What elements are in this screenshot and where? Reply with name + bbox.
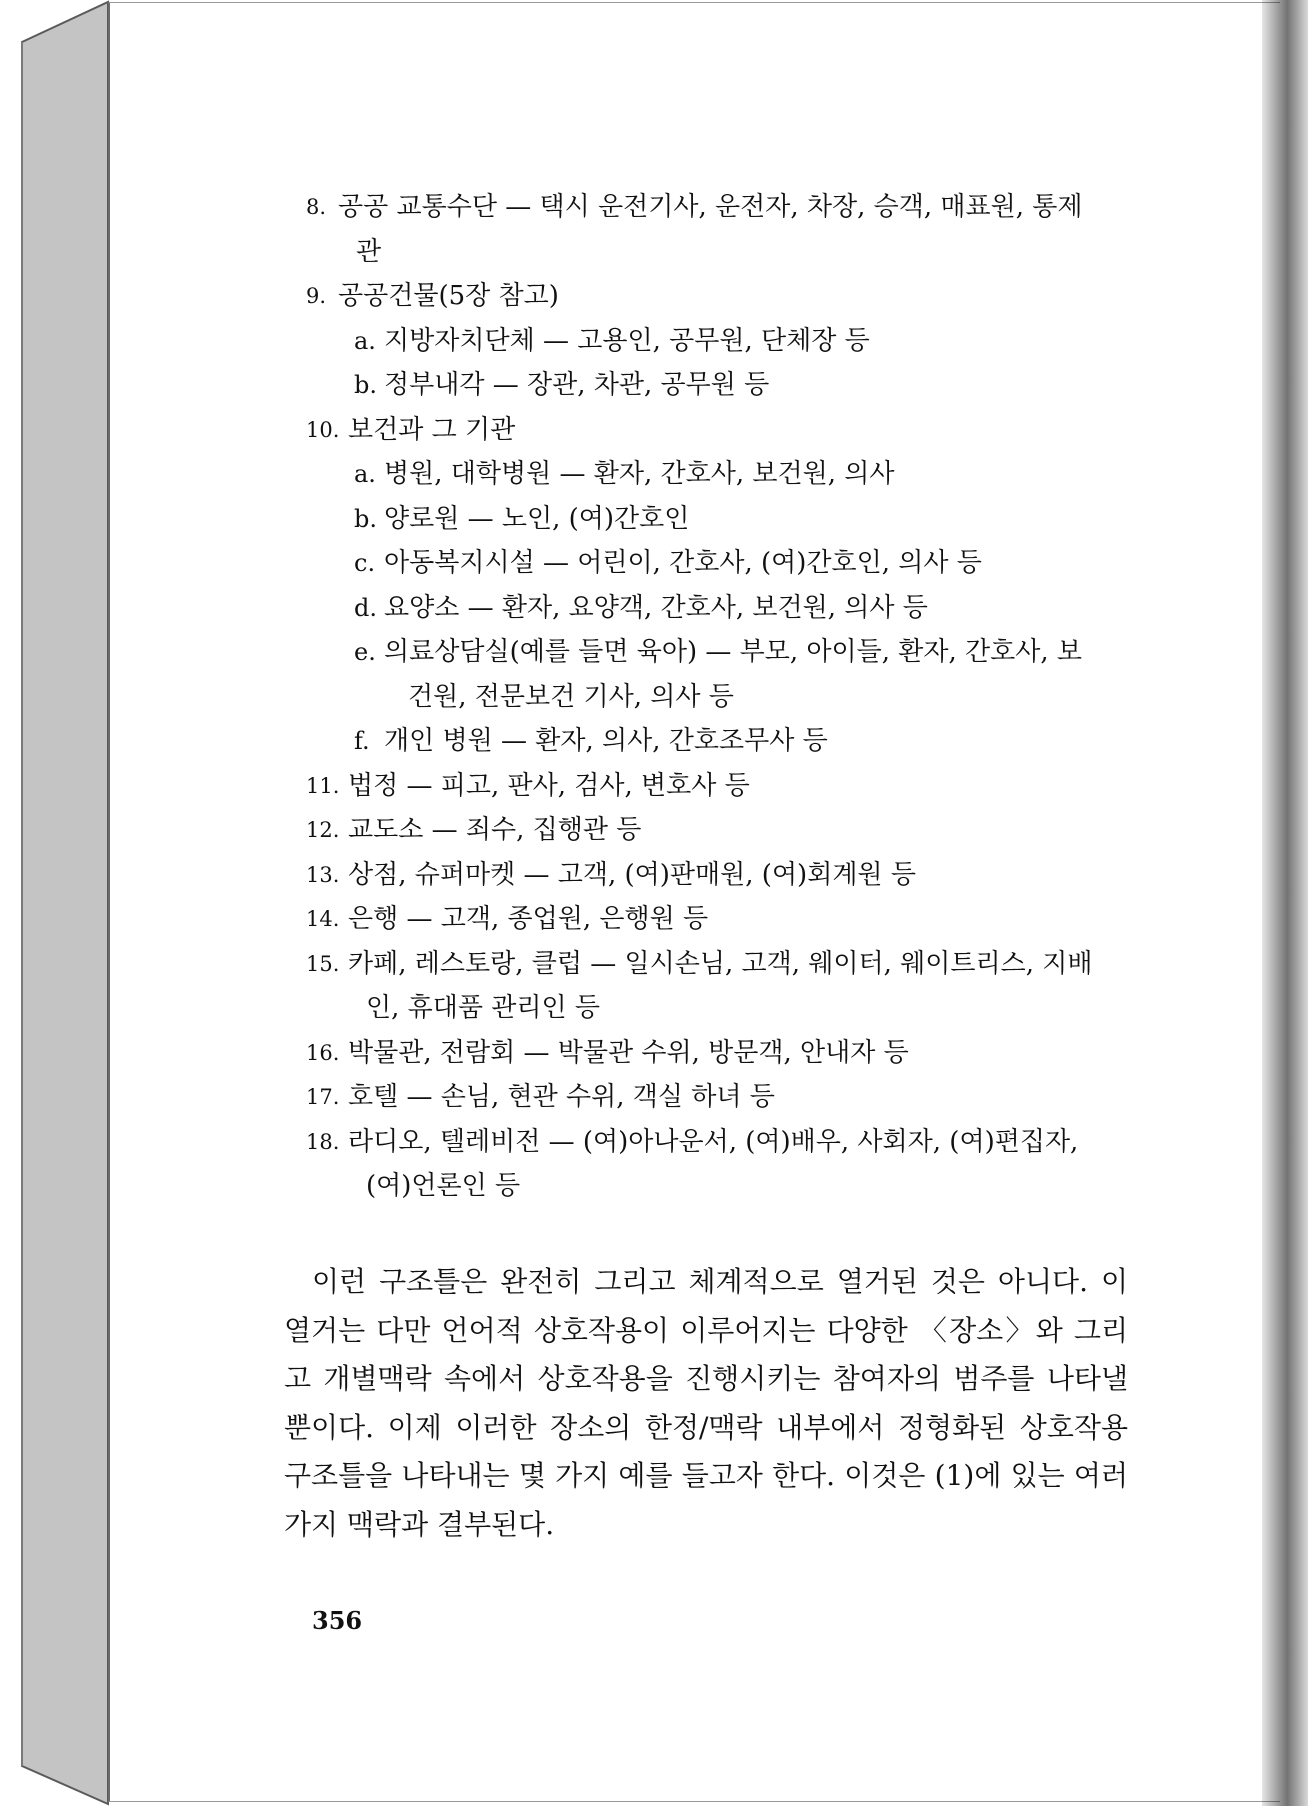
list-item bbox=[306, 853, 1130, 898]
list-item-text: 의료상담실(예를 들면 육아) — 부모, 아이들, 환자, 간호사, 보 bbox=[384, 637, 1083, 667]
list-item-number: 14. bbox=[306, 907, 340, 931]
list-item-text: 요양소 — 환자, 요양객, 간호사, 보건원, 의사 등 bbox=[384, 592, 928, 623]
list-item-number: 12. bbox=[306, 818, 340, 842]
list-item-text: 정부내각 — 장관, 차관, 공무원 등 bbox=[384, 370, 770, 400]
list-item-number: 16. bbox=[306, 1040, 340, 1065]
list-item-text: 상점, 슈퍼마켓 — 고객, (여)판매원, (여)회계원 등 bbox=[348, 859, 916, 890]
list-item-continuation: 건원, 전문보건 기사, 의사 등 bbox=[408, 681, 734, 712]
list-item-number: 10. bbox=[306, 417, 340, 442]
list-item bbox=[306, 541, 1130, 586]
list-item-number: d. bbox=[354, 593, 377, 622]
list-item-text: 개인 병원 — 환자, 의사, 간호조무사 등 bbox=[384, 726, 828, 756]
list-item-number: c. bbox=[354, 549, 376, 577]
list-item bbox=[306, 1075, 1130, 1120]
list-item bbox=[306, 808, 1130, 853]
list-item-number: b. bbox=[354, 504, 377, 533]
list-item-number: 8. bbox=[306, 195, 327, 219]
context-list bbox=[306, 185, 1130, 1209]
list-item bbox=[306, 185, 1130, 274]
book-spine bbox=[0, 0, 112, 1806]
list-item bbox=[306, 1120, 1130, 1209]
list-item-text: 라디오, 텔레비전 — (여)아나운서, (여)배우, 사회자, (여)편집자, bbox=[348, 1126, 1079, 1157]
list-item-continuation: (여)언론인 등 bbox=[366, 1171, 521, 1201]
list-item-number: a. bbox=[354, 460, 376, 488]
list-item-text: 공공 교통수단 — 택시 운전기사, 운전자, 차장, 승객, 매표원, 통제 bbox=[338, 192, 1083, 222]
list-item-number: e. bbox=[354, 638, 376, 666]
list-item-text: 아동복지시설 — 어린이, 간호사, (여)간호인, 의사 등 bbox=[384, 548, 982, 578]
list-item bbox=[306, 497, 1130, 542]
list-item-text: 지방자치단체 — 고용인, 공무원, 단체장 등 bbox=[384, 325, 870, 356]
list-item-text: 교도소 — 죄수, 집행관 등 bbox=[348, 815, 642, 845]
list-item-number: 9. bbox=[306, 284, 327, 308]
page-number: 356 bbox=[312, 1606, 363, 1635]
list-item-text: 은행 — 고객, 종업원, 은행원 등 bbox=[348, 904, 709, 934]
list-item-text: 박물관, 전람회 — 박물관 수위, 방문객, 안내자 등 bbox=[348, 1037, 909, 1068]
list-item-text: 카페, 레스토랑, 클럽 — 일시손님, 고객, 웨이터, 웨이트리스, 지배 bbox=[348, 948, 1093, 979]
list-item-number: b. bbox=[354, 371, 377, 399]
list-item bbox=[306, 764, 1130, 809]
list-item-continuation: 인, 휴대품 관리인 등 bbox=[366, 993, 600, 1023]
list-item-number: 11. bbox=[306, 773, 340, 798]
list-item bbox=[306, 942, 1130, 1031]
list-item-number: 15. bbox=[306, 951, 340, 976]
list-item bbox=[306, 630, 1130, 719]
list-item-number: a. bbox=[354, 326, 376, 355]
list-item-text: 병원, 대학병원 — 환자, 간호사, 보건원, 의사 bbox=[384, 459, 895, 489]
list-item bbox=[306, 897, 1130, 942]
list-item bbox=[306, 408, 1130, 453]
list-item bbox=[306, 274, 1130, 319]
list-item bbox=[306, 363, 1130, 408]
list-item-number: 17. bbox=[306, 1085, 340, 1109]
list-item bbox=[306, 586, 1130, 631]
list-item-text: 호텔 — 손님, 현관 수위, 객실 하녀 등 bbox=[348, 1082, 775, 1112]
list-item-number: f. bbox=[354, 727, 370, 755]
list-item-text: 양로원 — 노인, (여)간호인 bbox=[384, 503, 690, 534]
list-item bbox=[306, 719, 1130, 764]
page-edge-shadow bbox=[1262, 0, 1308, 1806]
list-item-text: 법정 — 피고, 판사, 검사, 변호사 등 bbox=[348, 770, 750, 801]
list-item-continuation: 관 bbox=[356, 236, 382, 267]
list-item-text: 보건과 그 기관 bbox=[348, 414, 516, 445]
list-item bbox=[306, 452, 1130, 497]
list-item-text: 공공건물(5장 참고) bbox=[338, 281, 559, 311]
list-item-number: 13. bbox=[306, 862, 340, 887]
list-item-number: 18. bbox=[306, 1129, 340, 1154]
list-item bbox=[306, 1031, 1130, 1076]
list-item bbox=[306, 319, 1130, 364]
body-paragraph: 이런 구조틀은 완전히 그리고 체계적으로 열거된 것은 아니다. 이 열거는 다만 언어적 상호작용이 이루어지는 다양한 〈장소〉와 그리고 개별맥락 속에서 상호작용을 진행시키는 참여자의 범주를 나타낼 뿐이다. 이제 이러한 장소의 한정/맥락 내부에서 정형화된 상호작용 구조틀을 나타내는 몇 가지 예를 들고자 한다. 이것은 (1)에 있는 여러 가지 맥락과 결부된다. bbox=[284, 1265, 1128, 1541]
